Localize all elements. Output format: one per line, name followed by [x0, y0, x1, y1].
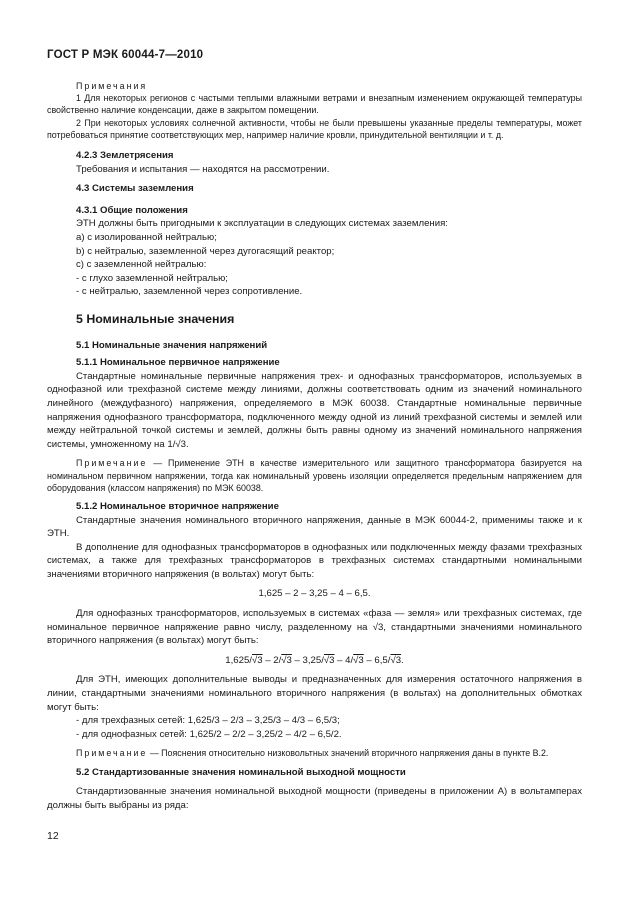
- section-5-1-title: 5.1 Номинальные значения напряжений: [76, 339, 268, 351]
- note-1: 1 Для некоторых регионов с частыми теплыми влажными ветрами и внезапным изменением окружающей температуры свойственно наличие конденсации, даже в закрытом помещении.: [47, 93, 582, 116]
- formula-2-sqrt: √3: [251, 654, 263, 666]
- list-item-c1: - с глухо заземленной нейтралью;: [76, 272, 228, 284]
- section-5-2-title: 5.2 Стандартизованные значения номинальной выходной мощности: [76, 766, 406, 778]
- section-5-2-text: Стандартизованные значения номинальной выходной мощности (приведены в приложении А) в вольтамперах должны быть выбраны из ряда:: [47, 786, 582, 811]
- document-header: ГОСТ Р МЭК 60044-7—2010: [47, 49, 204, 61]
- note-label: Примечание: [76, 458, 148, 469]
- section-4-3-title: 4.3 Системы заземления: [76, 183, 194, 195]
- formula-2-term: .: [401, 654, 404, 666]
- section-4-3-1-intro: ЭТН должны быть пригодными к эксплуатации в следующих системах заземления:: [76, 218, 448, 230]
- list-item-c2: - с нейтралью, заземленной через сопротивление.: [76, 286, 303, 298]
- formula-2-term: – 6,5/: [363, 654, 391, 666]
- note-text: — Применение ЭТН в качестве измерительного или защитного трансформатора базируется на номинальном первичном напряжении, тогда как номинальный уровень изоляции определяется предельным напряжением для оборудования (классом напряжения) по МЭК 60038.: [47, 458, 582, 493]
- section-5-title: 5 Номинальные значения: [76, 311, 235, 326]
- section-4-3-1-title: 4.3.1 Общие положения: [76, 204, 188, 216]
- list-item-b: b) с нейтралью, заземленной через дугогасящий реактор;: [76, 245, 335, 257]
- section-5-1-2-title: 5.1.2 Номинальное вторичное напряжение: [76, 500, 279, 512]
- note-2: 2 При некоторых условиях солнечной активности, чтобы не были превышены указанные пределы температуры, может потребоваться принятие соответствующих мер, например наличие кровли, принудительной вентиляции и т. д.: [47, 117, 582, 140]
- list-item-c: c) с заземленной нейтралью:: [76, 259, 207, 271]
- section-5-1-2-p3: Для однофазных трансформаторов, используемых в системах «фаза — земля» или трехфазных системах, где номинальное первичное напряжение равно числу, разделенному на √3, стандартными значениями номинального вторичного напряжения (в вольтах) могут быть:: [47, 608, 582, 647]
- formula-1: 1,625 – 2 – 3,25 – 4 – 6,5.: [258, 588, 371, 600]
- notes-label: Примечания: [76, 81, 148, 91]
- section-4-2-3-text: Требования и испытания — находятся на рассмотрении.: [76, 163, 330, 175]
- formula-2-sqrt: √3: [281, 654, 292, 666]
- note-text: — Пояснения относительно низковольтных значений вторичного напряжения даны в пункте В.2.: [147, 748, 549, 759]
- formula-2-sqrt: √3: [390, 654, 402, 666]
- section-5-1-1-text: Стандартные номинальные первичные напряжения трех- и однофазных трансформаторов, используемых в однофазной или трехфазной системе между линиями, должны соответствовать одним из значений номинального линейного (междуфазного) напряжения, определяемого в МЭК 60038. Стандартные номинальные первичные напряжения однофазного трансформатора, подключенного между одной из линий трехфазной системы и землей или между нейтральной точкой системы и землей, должны быть равны одному из значений номинального напряжения системы, умноженному на 1/√3.: [47, 370, 582, 450]
- formula-2-term: – 3,25/: [291, 654, 324, 666]
- note-5-1-2: [47, 747, 582, 759]
- page-number: 12: [47, 830, 59, 842]
- list-single-phase: - для однофазных сетей: 1,625/2 – 2/2 – 3,25/2 – 4/2 – 6,5/2.: [76, 728, 342, 740]
- formula-2-sqrt: √3: [353, 654, 364, 666]
- section-5-1-2-p4: Для ЭТН, имеющих дополнительные выводы и предназначенных для измерения остаточного напряжения в линии, стандартными значениями номинального вторичного напряжения (в вольтах) на дополнительных обмотках могут быть:: [47, 674, 582, 713]
- section-4-2-3-title: 4.2.3 Землетрясения: [76, 150, 174, 162]
- list-item-a: а) с изолированной нейтралью;: [76, 231, 217, 243]
- document-body: [47, 80, 582, 812]
- formula-2-term: – 2/: [262, 654, 282, 666]
- section-5-1-2-p1: Стандартные значения номинального вторичного напряжения, данные в МЭК 60044-2, применимы также и к ЭТН.: [47, 514, 582, 540]
- formula-2-term: 1,625/: [225, 654, 252, 666]
- formula-2-term: – 4/: [334, 654, 354, 666]
- section-5-1-1-title: 5.1.1 Номинальное первичное напряжение: [76, 357, 280, 369]
- section-5-1-2-p2: В дополнение для однофазных трансформаторов в однофазных или подключенных между фазами трехфазных системах, а также для трехфазных трансформаторов в трехфазных системах стандартными номинальными значениями вторичного напряжения (в вольтах) могут быть:: [47, 541, 582, 580]
- note-5-1-1: [47, 457, 582, 494]
- formula-2-sqrt: √3: [323, 654, 335, 666]
- note-label: Примечание: [76, 748, 148, 759]
- formula-2: [47, 654, 582, 668]
- list-three-phase: - для трехфазных сетей: 1,625/3 – 2/3 – 3,25/3 – 4/3 – 6,5/3;: [76, 715, 340, 727]
